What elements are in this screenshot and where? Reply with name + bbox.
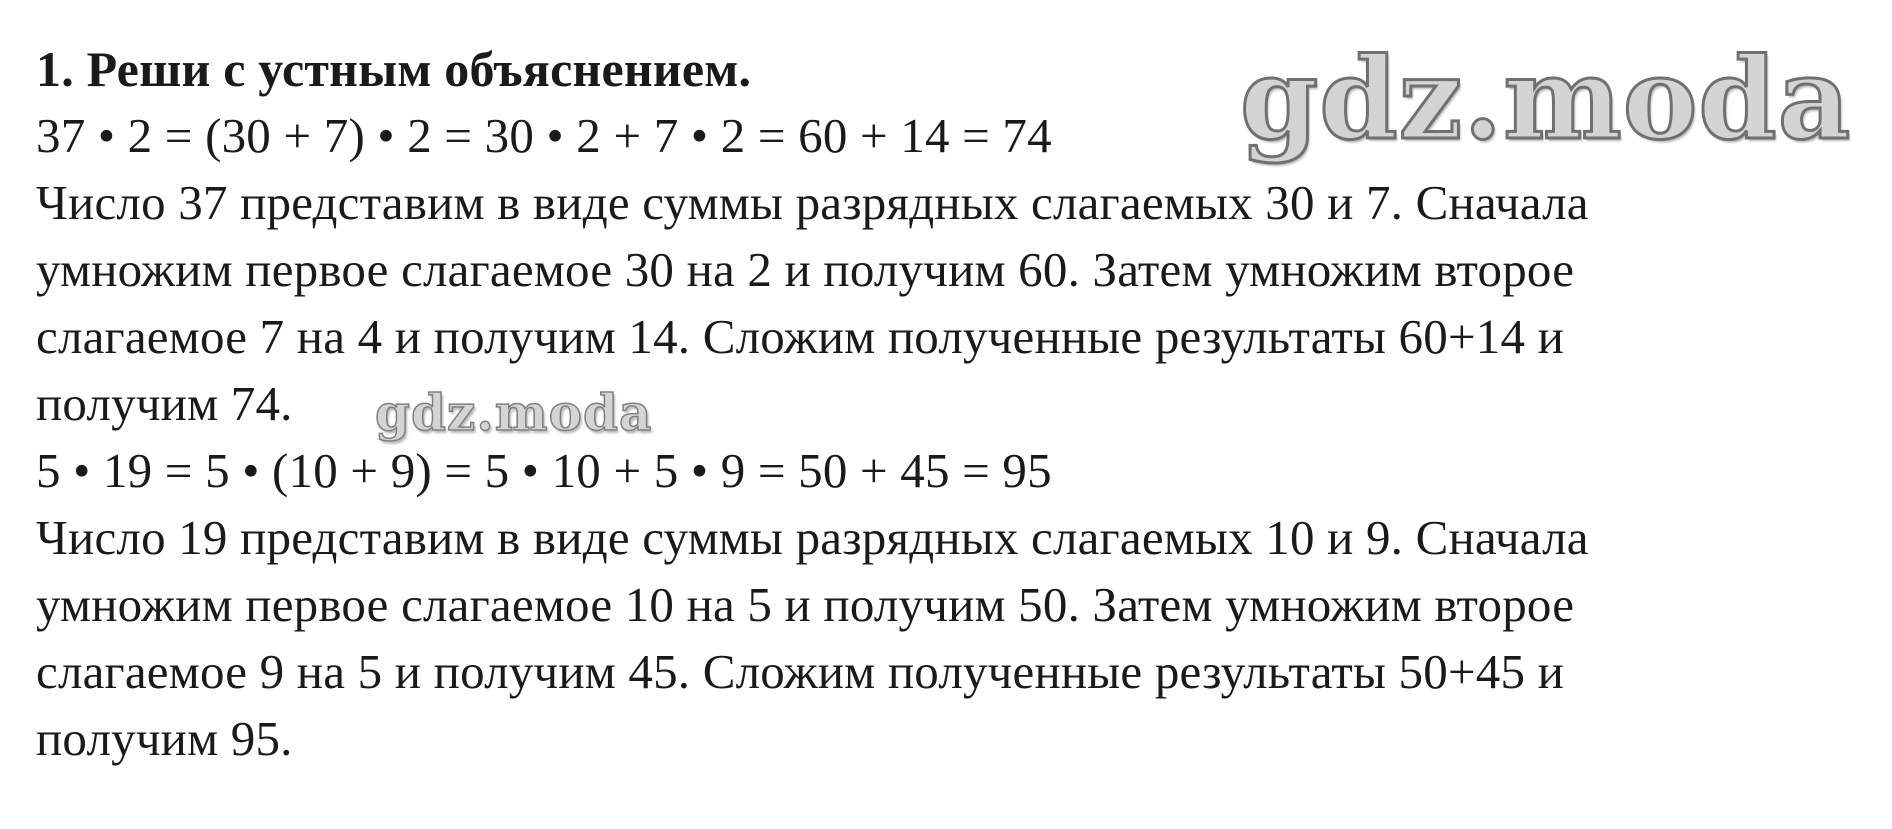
equation-line-2: 5 • 19 = 5 • (10 + 9) = 5 • 10 + 5 • 9 = 50 + 45 = 95 (36, 443, 1052, 498)
explanation-line: слагаемое 7 на 4 и получим 14. Сложим полученные результаты 60+14 и (36, 309, 1565, 364)
explanation-line: Число 19 представим в виде суммы разрядных слагаемых 10 и 9. Сначала (36, 510, 1589, 565)
task-heading: 1. Реши с устным объяснением. (36, 41, 752, 97)
explanation-line: слагаемое 9 на 5 и получим 45. Сложим полученные результаты 50+45 и (36, 644, 1565, 699)
explanation-line: Число 37 представим в виде суммы разрядных слагаемых 30 и 7. Сначала (36, 175, 1589, 230)
explanation-line: умножим первое слагаемое 30 на 2 и получим 60. Затем умножим второе (36, 242, 1575, 297)
explanation-line: получим 95. (36, 711, 293, 766)
explanation-line: умножим первое слагаемое 10 на 5 и получим 50. Затем умножим второе (36, 577, 1575, 632)
equation-line-1: 37 • 2 = (30 + 7) • 2 = 30 • 2 + 7 • 2 = 60 + 14 = 74 (36, 108, 1052, 163)
watermark-large: gdz.moda (1240, 34, 1852, 165)
explanation-line: получим 74. (36, 376, 293, 431)
watermark-small: gdz.moda (375, 383, 653, 442)
